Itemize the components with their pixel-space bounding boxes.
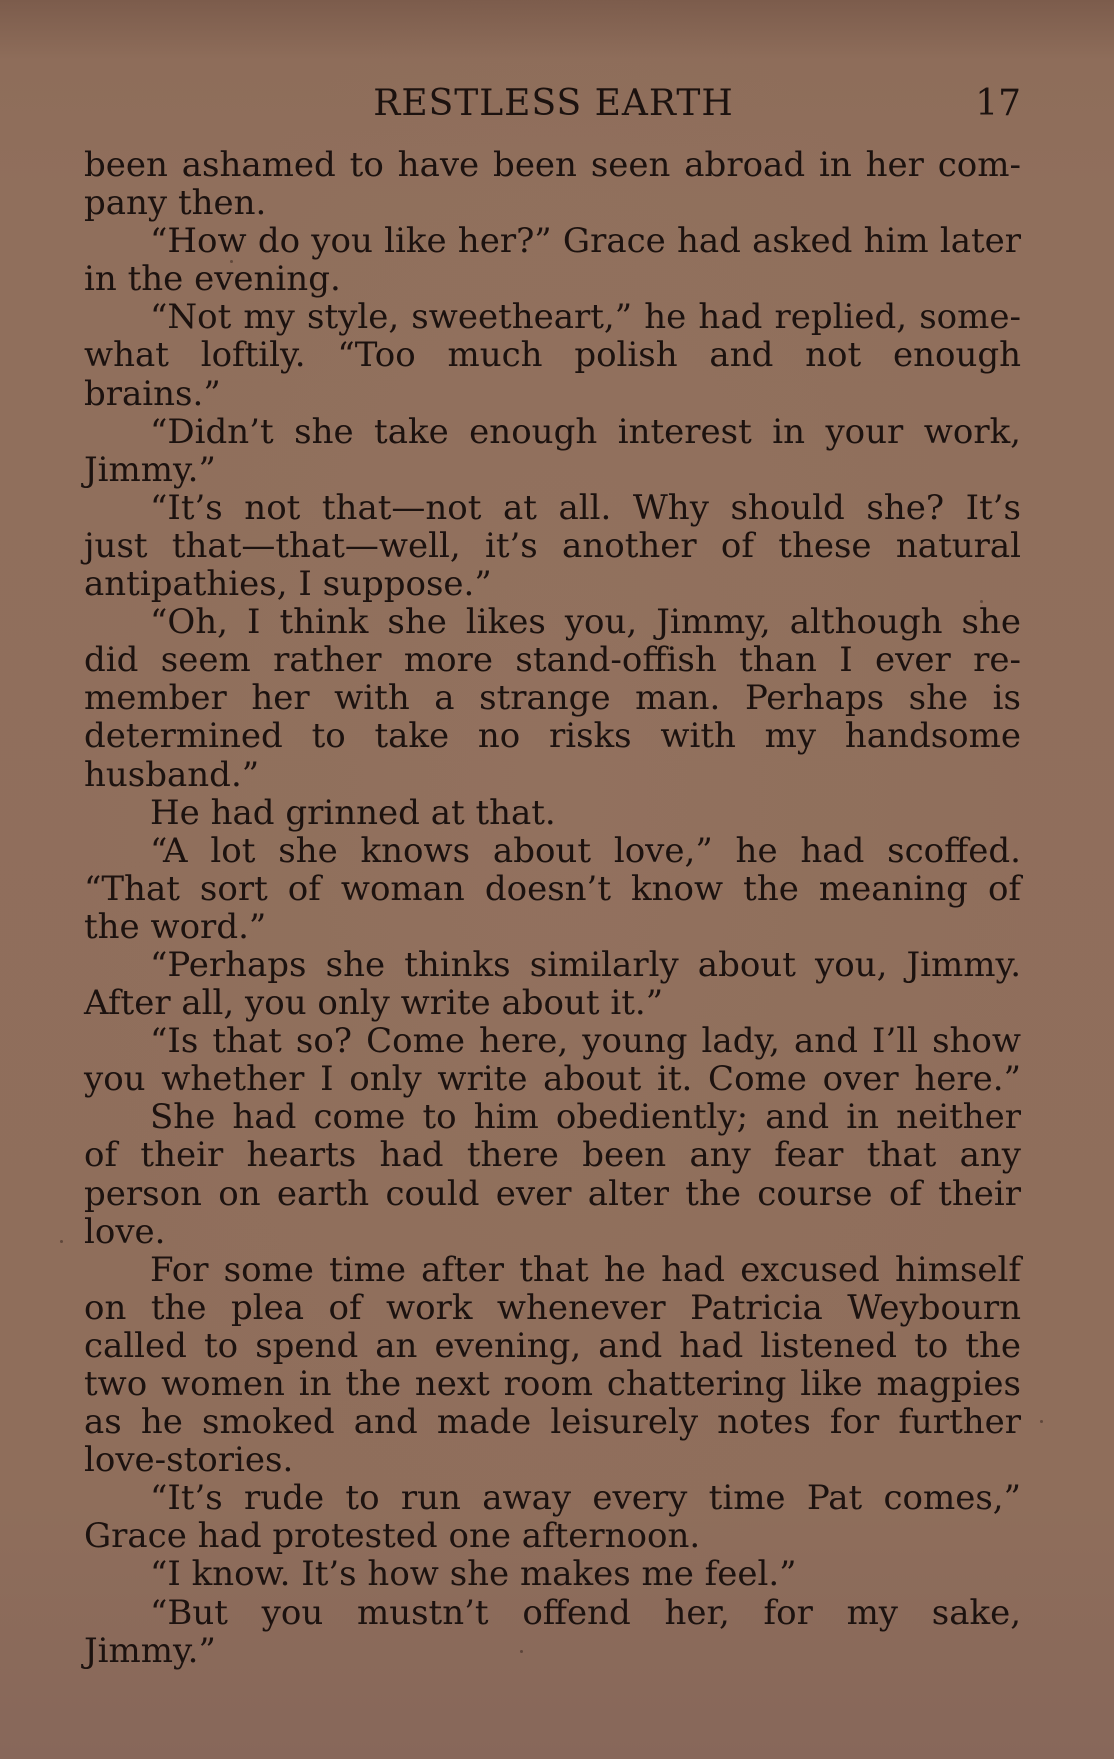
text-line: “Oh, I think she likes you, Jimmy, although she xyxy=(150,602,1021,643)
text-line: brains.” xyxy=(84,373,221,414)
page-header xyxy=(86,80,1021,128)
text-line: two women in the next room chattering like magpies xyxy=(84,1364,1021,1404)
text-line: “It’s not that—not at all. Why should she? It’s xyxy=(150,487,1021,528)
text-line: member her with a strange man. Perhaps she is xyxy=(84,678,1021,719)
text-line: “Not my style, sweetheart,” he had replied, some- xyxy=(150,297,1021,338)
text-line: just that—that—well, it’s another of these natural xyxy=(84,525,1021,566)
text-line: been ashamed to have been seen abroad in her com- xyxy=(84,145,1021,185)
text-line: Grace had protested one afternoon. xyxy=(84,1516,701,1557)
text-line: love. xyxy=(84,1211,166,1252)
text-line: She had come to him obediently; and in neither xyxy=(150,1097,1021,1138)
text-line: “Is that so? Come here, young lady, and I’ll show xyxy=(150,1021,1021,1062)
text-line: “I know. It’s how she makes me feel.” xyxy=(150,1554,797,1595)
text-line: determined to take no risks with my handsome xyxy=(84,716,1021,757)
text-line: did seem rather more stand-offish than I ever re- xyxy=(84,640,1021,681)
text-line: on the plea of work whenever Patricia Weybourn xyxy=(84,1287,1021,1328)
text-line: of their hearts had there been any fear that any xyxy=(84,1135,1021,1176)
text-line: antipathies, I suppose.” xyxy=(84,564,492,605)
text-line: For some time after that he had excused himself xyxy=(150,1249,1021,1290)
running-title: RESTLESS EARTH xyxy=(373,83,734,124)
text-line: “Didn’t she take enough interest in your work, xyxy=(150,411,1021,452)
text-line: He had grinned at that. xyxy=(150,792,556,833)
text-line: husband.” xyxy=(84,754,260,795)
text-line: “But you mustn’t offend her, for my sake, xyxy=(150,1592,1021,1633)
text-line: Jimmy.” xyxy=(84,1630,216,1671)
text-line: “It’s rude to run away every time Pat comes,” xyxy=(150,1478,1021,1519)
text-line: what loftily. “Too much polish and not enough xyxy=(84,335,1021,376)
text-line: pany then. xyxy=(84,183,267,224)
text-line: person on earth could ever alter the course of their xyxy=(84,1173,1021,1214)
paper-speck xyxy=(1040,1420,1043,1423)
text-line: “Perhaps she thinks similarly about you, Jimmy. xyxy=(150,944,1021,985)
text-line: you whether I only write about it. Come over here.” xyxy=(84,1059,1021,1100)
page-number: 17 xyxy=(975,83,1021,124)
text-line: as he smoked and made leisurely notes for further xyxy=(84,1402,1021,1443)
text-line: love-stories. xyxy=(84,1440,294,1481)
text-line: “A lot she knows about love,” he had scoffed. xyxy=(150,830,1021,871)
body-text xyxy=(84,146,1021,1670)
text-line: “How do you like her?” Grace had asked him later xyxy=(150,221,1021,262)
text-line: in the evening. xyxy=(84,259,341,300)
paper-speck xyxy=(60,1240,63,1243)
text-line: the word.” xyxy=(84,906,267,947)
text-line: “That sort of woman doesn’t know the meaning of xyxy=(84,868,1021,909)
text-line: called to spend an evening, and had listened to the xyxy=(84,1325,1021,1366)
text-line: Jimmy.” xyxy=(84,449,216,490)
text-line: After all, you only write about it.” xyxy=(84,983,664,1024)
